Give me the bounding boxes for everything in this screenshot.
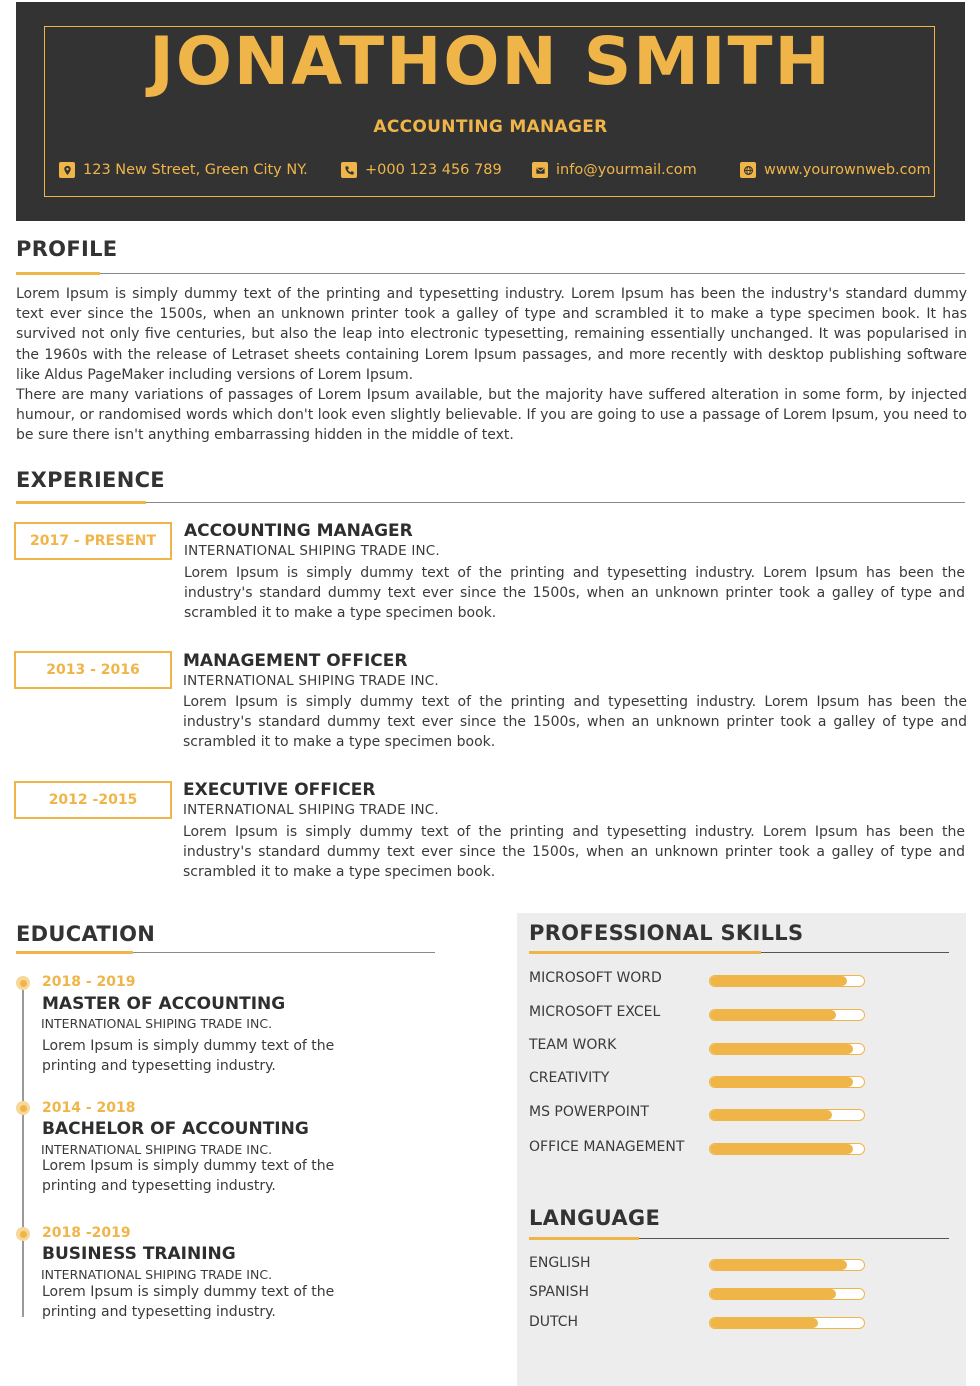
language-label: SPANISH [529,1284,590,1300]
location-icon [59,162,75,178]
profile-paragraph-2: There are many variations of passages of Lorem Ipsum available, but the majority have suffered alteration in some form, by injected humour, or randomised words which don't look even slightly believable. If you are going to use a passage of Lorem Ipsum, you need to be sure there isn't anything embarrassing hidden in the middle of text. [16,387,967,444]
skills-heading: PROFESSIONAL SKILLS [529,921,804,945]
skill-bar-fill [710,976,847,986]
language-bar-fill [710,1289,836,1299]
skill-bar-fill [710,1044,853,1054]
skill-bar [709,975,865,987]
skill-bar [709,1076,865,1088]
job-2-title: MANAGEMENT OFFICER [183,651,408,671]
skill-bar [709,1109,865,1121]
skill-bar-fill [710,1077,853,1087]
skills-accent [529,951,761,954]
experience-rule [16,502,965,503]
skill-bar [709,1009,865,1021]
education-heading: EDUCATION [16,922,156,946]
job-3-dates: 2012 -2015 [14,781,172,819]
phone-icon [341,162,357,178]
job-2-description: Lorem Ipsum is simply dummy text of the printing and typesetting industry. Lorem Ipsum has been the industry's standard dummy text ever since the 1500s, when an unknown printer took a galley of type and scrambled it to make a type specimen book. [183,694,967,751]
contact-website[interactable] [740,160,931,180]
education-timeline [22,983,24,1317]
experience-heading: EXPERIENCE [16,468,165,492]
language-label: ENGLISH [529,1255,591,1271]
website-text[interactable]: www.yourownweb.com [764,162,931,178]
skill-bar-fill [710,1144,853,1154]
skill-bar [709,1043,865,1055]
timeline-dot [16,1101,30,1115]
education-accent [16,951,133,954]
skill-label: OFFICE MANAGEMENT [529,1139,685,1155]
profile-accent [16,272,100,275]
edu-1-title: MASTER OF ACCOUNTING [42,994,286,1014]
language-label: DUTCH [529,1314,579,1330]
email-text[interactable]: info@yourmail.com [556,162,697,178]
job-2-dates: 2013 - 2016 [14,651,172,689]
profile-paragraph-1: Lorem Ipsum is simply dummy text of the printing and typesetting industry. Lorem Ipsum has been the industry's standard dummy text ever since the 1500s, when an unknown printer took a galley of type and scrambled it to make a type specimen book. It has survived not only five centuries, but also the leap into electronic typesetting, remaining essentially unchanged. It was popularised in the 1960s with the release of Letraset sheets containing Lorem Ipsum passages, and more recently with desktop publishing software like Aldus PageMaker including versions of Lorem Ipsum. [16,286,967,383]
skill-bar [709,1143,865,1155]
edu-1-dates: 2018 - 2019 [42,974,136,990]
edu-3-dates: 2018 -2019 [42,1225,131,1241]
contact-email[interactable] [532,160,697,180]
skill-bar-fill [710,1010,836,1020]
edu-2-company: INTERNATIONAL SHIPING TRADE INC. [41,1142,273,1157]
job-3-description: Lorem Ipsum is simply dummy text of the printing and typesetting industry. Lorem Ipsum has been the industry's standard dummy text ever since the 1500s, when an unknown printer took a galley of type and scrambled it to make a type specimen book. [183,824,965,881]
language-bar [709,1259,865,1271]
language-bar-fill [710,1318,818,1328]
language-bar-fill [710,1260,847,1270]
mail-icon [532,162,548,178]
globe-icon [740,162,756,178]
language-accent [529,1237,639,1240]
job-3-company: INTERNATIONAL SHIPING TRADE INC. [183,802,439,818]
profile-rule [16,273,965,274]
candidate-role: ACCOUNTING MANAGER [373,117,608,137]
experience-accent [16,501,146,504]
address-text: 123 New Street, Green City NY. [83,162,308,178]
edu-2-description: Lorem Ipsum is simply dummy text of the printing and typesetting industry. [42,1158,335,1195]
job-1-company: INTERNATIONAL SHIPING TRADE INC. [184,543,440,559]
timeline-dot [16,1227,30,1241]
profile-heading: PROFILE [16,237,118,261]
contact-phone [341,160,502,180]
skill-bar-fill [710,1110,832,1120]
edu-2-title: BACHELOR OF ACCOUNTING [42,1119,309,1139]
skill-label: MICROSOFT WORD [529,970,662,986]
edu-3-company: INTERNATIONAL SHIPING TRADE INC. [41,1267,273,1282]
resume-header [16,2,965,221]
edu-3-title: BUSINESS TRAINING [42,1244,236,1264]
skill-label: MICROSOFT EXCEL [529,1004,661,1020]
job-3-title: EXECUTIVE OFFICER [183,780,376,800]
candidate-name: JONATHON SMITH [149,23,832,100]
language-bar [709,1317,865,1329]
skill-label: CREATIVITY [529,1070,610,1086]
job-1-title: ACCOUNTING MANAGER [184,521,413,541]
contact-address [59,160,308,180]
skill-label: MS POWERPOINT [529,1104,649,1120]
timeline-dot [16,976,30,990]
edu-3-description: Lorem Ipsum is simply dummy text of the printing and typesetting industry. [42,1284,335,1321]
phone-text: +000 123 456 789 [365,162,502,178]
job-2-company: INTERNATIONAL SHIPING TRADE INC. [183,673,439,689]
edu-1-company: INTERNATIONAL SHIPING TRADE INC. [41,1016,273,1031]
job-1-dates: 2017 - PRESENT [14,522,172,560]
language-heading: LANGUAGE [529,1206,661,1230]
job-1-description: Lorem Ipsum is simply dummy text of the printing and typesetting industry. Lorem Ipsum has been the industry's standard dummy text ever since the 1500s, when an unknown printer took a galley of type and scrambled it to make a type specimen book. [184,565,965,622]
edu-1-description: Lorem Ipsum is simply dummy text of the printing and typesetting industry. [42,1038,335,1075]
language-bar [709,1288,865,1300]
edu-2-dates: 2014 - 2018 [42,1100,136,1116]
skill-label: TEAM WORK [529,1037,617,1053]
